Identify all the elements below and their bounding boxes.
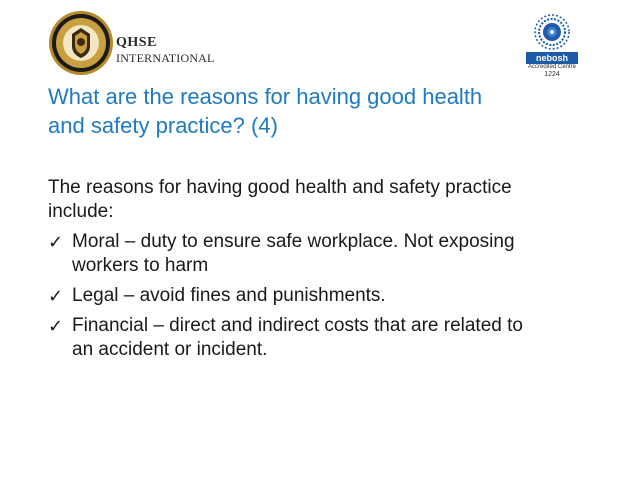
bullet-text-line2: workers to harm bbox=[72, 255, 209, 276]
qhse-wordmark bbox=[116, 36, 215, 64]
slide-title-line1: What are the reasons for having good health bbox=[48, 84, 483, 109]
intro-line1: The reasons for having good health and safety practice bbox=[48, 177, 512, 198]
checkmark-icon: ✓ bbox=[48, 232, 64, 252]
bullet-text-line1: Legal – avoid fines and punishments. bbox=[72, 285, 386, 306]
intro-line2: include: bbox=[48, 201, 114, 222]
nebosh-wordmark: nebosh bbox=[526, 52, 578, 64]
checkmark-icon: ✓ bbox=[48, 286, 64, 306]
bullet-text-line1: Moral – duty to ensure safe workplace. Not exposing bbox=[72, 231, 515, 252]
bullet-item bbox=[48, 314, 608, 362]
nebosh-subtitle: Accredited Centre bbox=[527, 64, 577, 70]
qhse-wordmark-line2: INTERNATIONAL bbox=[116, 51, 215, 65]
qhse-seal-icon bbox=[48, 10, 114, 76]
slide-title bbox=[48, 82, 588, 140]
bullet-item bbox=[48, 284, 608, 308]
checkmark-icon: ✓ bbox=[48, 316, 64, 336]
bullet-list bbox=[48, 230, 608, 362]
qhse-wordmark-line1: QHSE bbox=[116, 35, 157, 50]
slide-body bbox=[48, 176, 608, 362]
intro-paragraph bbox=[48, 176, 608, 224]
slide-title-line2: and safety practice? (4) bbox=[48, 113, 278, 138]
bullet-text-line1: Financial – direct and indirect costs that are related to bbox=[72, 315, 523, 336]
bullet-text-line2: an accident or incident. bbox=[72, 339, 268, 360]
nebosh-centre-number: 1224 bbox=[544, 71, 560, 78]
bullet-item bbox=[48, 230, 608, 278]
